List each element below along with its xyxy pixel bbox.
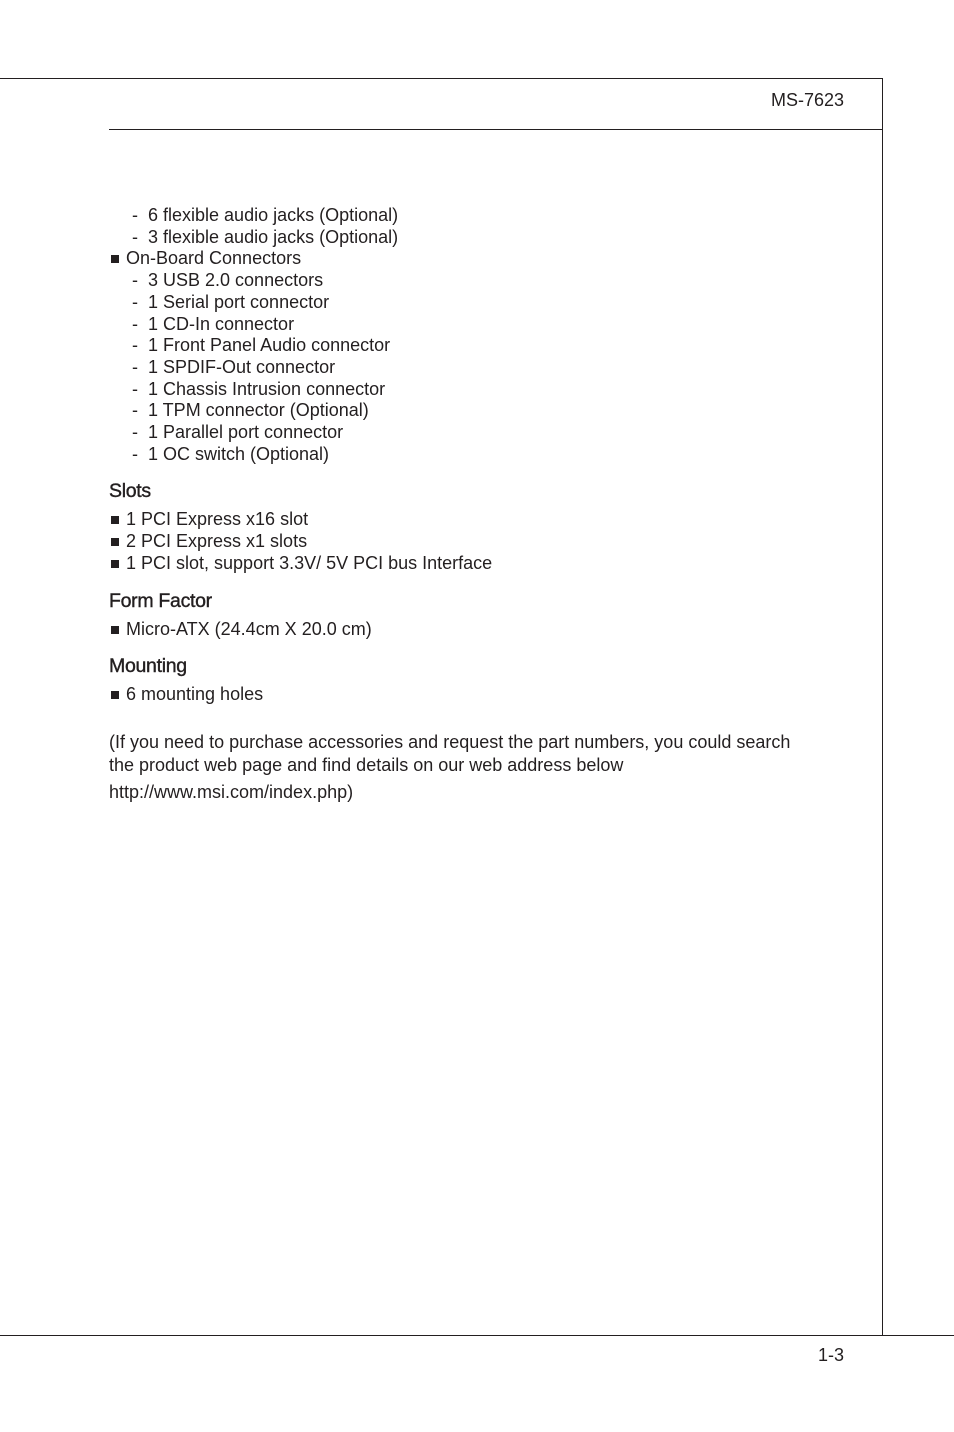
header-rule bbox=[109, 129, 883, 130]
bullet-square-icon bbox=[111, 560, 119, 568]
bullet-square-icon bbox=[111, 626, 119, 634]
accessories-note bbox=[109, 731, 849, 804]
bullet-square-icon bbox=[111, 516, 119, 524]
slots-heading: Slots bbox=[109, 480, 151, 503]
onboard-connectors-item: On-Board Connectors bbox=[109, 248, 849, 270]
note-line: the product web page and find details on our web address below bbox=[109, 754, 624, 775]
connector-subitem: - 1 Parallel port connector bbox=[132, 422, 344, 443]
connector-subitem: - 1 SPDIF-Out connector bbox=[132, 356, 336, 377]
form-factor-heading: Form Factor bbox=[109, 589, 212, 612]
mounting-item: 6 mounting holes bbox=[109, 684, 849, 706]
right-border bbox=[882, 78, 883, 1335]
slot-item: 1 PCI Express x16 slot bbox=[109, 509, 849, 531]
top-rule bbox=[0, 78, 883, 79]
connector-subitem: - 1 TPM connector (Optional) bbox=[132, 400, 369, 421]
form-factor-item: Micro-ATX (24.4cm X 20.0 cm) bbox=[109, 619, 849, 641]
bottom-rule bbox=[0, 1335, 954, 1336]
page-number: 1-3 bbox=[817, 1345, 844, 1365]
connector-subitem: - 1 OC switch (Optional) bbox=[132, 443, 330, 464]
model-number: MS-7623 bbox=[770, 90, 844, 110]
bullet-square-icon bbox=[111, 255, 119, 263]
spec-content bbox=[109, 205, 849, 804]
audio-subitem: - 6 flexible audio jacks (Optional) bbox=[132, 205, 399, 225]
connector-subitem: - 1 Front Panel Audio connector bbox=[132, 335, 391, 356]
connector-subitem: - 3 USB 2.0 connectors bbox=[132, 270, 324, 291]
connector-subitem: - 1 Serial port connector bbox=[132, 291, 330, 312]
connector-subitem: - 1 Chassis Intrusion connector bbox=[132, 378, 386, 399]
slot-item: 1 PCI slot, support 3.3V/ 5V PCI bus Interface bbox=[109, 553, 849, 575]
connector-subitem: - 1 CD-In connector bbox=[132, 313, 295, 334]
bullet-square-icon bbox=[111, 691, 119, 699]
note-line: (If you need to purchase accessories and request the part numbers, you could search bbox=[109, 731, 791, 752]
audio-subitem: - 3 flexible audio jacks (Optional) bbox=[132, 226, 399, 247]
msi-url: http://www.msi.com/index.php) bbox=[109, 781, 354, 802]
slot-item: 2 PCI Express x1 slots bbox=[109, 531, 849, 553]
bullet-square-icon bbox=[111, 538, 119, 546]
mounting-heading: Mounting bbox=[109, 655, 187, 678]
